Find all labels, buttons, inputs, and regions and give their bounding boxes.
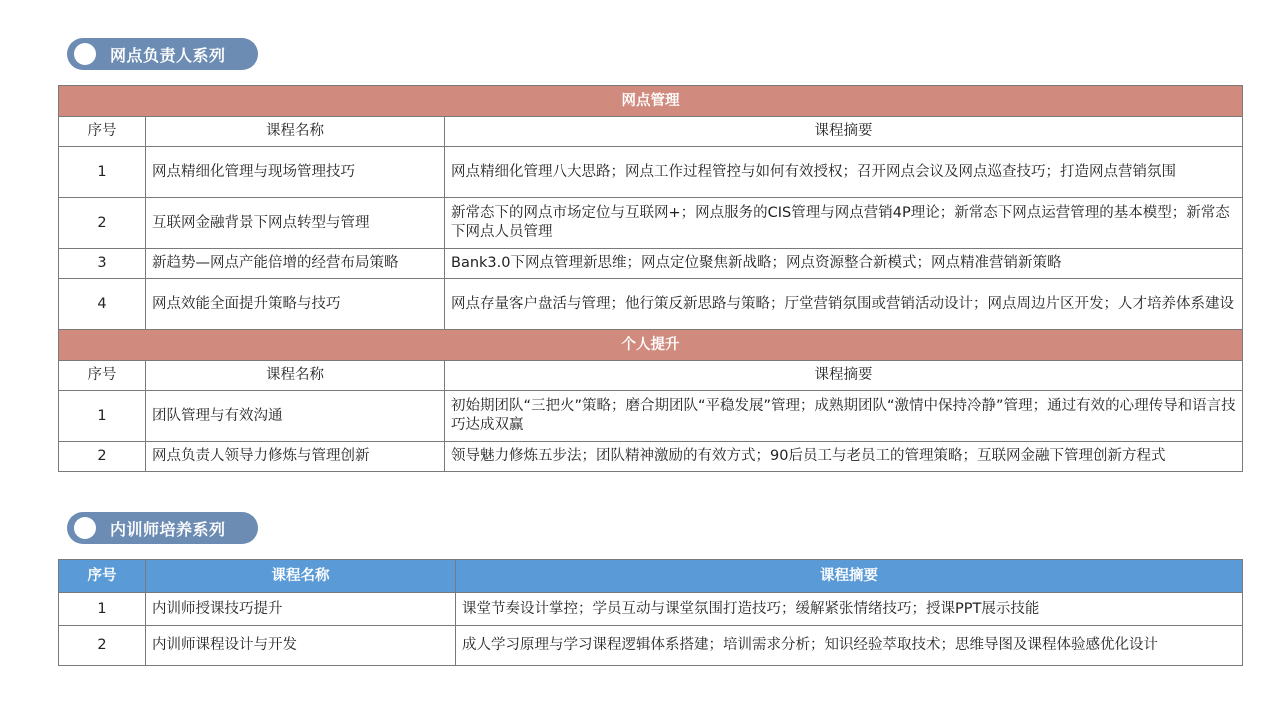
header-no: 序号	[59, 560, 146, 593]
table-row	[59, 593, 1243, 626]
column-header-row	[59, 361, 1243, 391]
header-course-name: 课程名称	[146, 361, 445, 391]
header-no: 序号	[59, 361, 146, 391]
row-course-name: 网点效能全面提升策略与技巧	[146, 279, 445, 330]
circle-icon	[74, 43, 96, 65]
header-summary: 课程摘要	[445, 361, 1243, 391]
row-course-name: 团队管理与有效沟通	[146, 391, 445, 442]
table-row	[59, 249, 1243, 279]
header-course-name: 课程名称	[146, 117, 445, 147]
section-title: 个人提升	[59, 330, 1243, 361]
row-summary: 初始期团队“三把火”策略；磨合期团队“平稳发展”管理；成熟期团队“激情中保持冷静”管理；通过有效的心理传导和语言技巧达成双赢	[445, 391, 1243, 442]
series-title-badge-1	[67, 38, 258, 70]
series-title: 内训师培养系列	[110, 519, 226, 539]
table-row	[59, 147, 1243, 198]
row-summary: 成人学习原理与学习课程逻辑体系搭建；培训需求分析；知识经验萃取技术；思维导图及课程体验感优化设计	[456, 626, 1243, 666]
header-summary: 课程摘要	[445, 117, 1243, 147]
series-title: 网点负责人系列	[110, 45, 226, 65]
row-summary: Bank3.0下网点管理新思维；网点定位聚焦新战略；网点资源整合新模式；网点精准营销新策略	[445, 249, 1243, 279]
row-no: 3	[59, 249, 146, 279]
row-no: 1	[59, 593, 146, 626]
header-no: 序号	[59, 117, 146, 147]
table-row	[59, 626, 1243, 666]
table-row	[59, 442, 1243, 472]
section-title: 网点管理	[59, 86, 1243, 117]
column-header-row	[59, 117, 1243, 147]
row-summary: 新常态下的网点市场定位与互联网+；网点服务的CIS管理与网点营销4P理论；新常态下网点运营管理的基本模型；新常态下网点人员管理	[445, 198, 1243, 249]
table-row	[59, 391, 1243, 442]
section-header-row	[59, 330, 1243, 361]
row-course-name: 互联网金融背景下网点转型与管理	[146, 198, 445, 249]
row-course-name: 网点负责人领导力修炼与管理创新	[146, 442, 445, 472]
row-no: 2	[59, 626, 146, 666]
header-summary: 课程摘要	[456, 560, 1243, 593]
row-no: 2	[59, 442, 146, 472]
header-course-name: 课程名称	[146, 560, 456, 593]
row-no: 1	[59, 147, 146, 198]
table-row	[59, 198, 1243, 249]
row-course-name: 内训师课程设计与开发	[146, 626, 456, 666]
row-no: 2	[59, 198, 146, 249]
row-summary: 网点精细化管理八大思路；网点工作过程管控与如何有效授权；召开网点会议及网点巡查技巧；打造网点营销氛围	[445, 147, 1243, 198]
row-summary: 课堂节奏设计掌控；学员互动与课堂氛围打造技巧；缓解紧张情绪技巧；授课PPT展示技能	[456, 593, 1243, 626]
course-table-branch-manager	[58, 85, 1243, 472]
row-no: 1	[59, 391, 146, 442]
row-course-name: 网点精细化管理与现场管理技巧	[146, 147, 445, 198]
row-course-name: 新趋势—网点产能倍增的经营布局策略	[146, 249, 445, 279]
table-row	[59, 279, 1243, 330]
section-header-row	[59, 86, 1243, 117]
row-summary: 领导魅力修炼五步法；团队精神激励的有效方式；90后员工与老员工的管理策略；互联网金融下管理创新方程式	[445, 442, 1243, 472]
row-no: 4	[59, 279, 146, 330]
row-summary: 网点存量客户盘活与管理；他行策反新思路与策略；厅堂营销氛围或营销活动设计；网点周边片区开发；人才培养体系建设	[445, 279, 1243, 330]
column-header-row	[59, 560, 1243, 593]
row-course-name: 内训师授课技巧提升	[146, 593, 456, 626]
series-title-badge-2	[67, 512, 258, 544]
course-table-internal-trainer	[58, 559, 1243, 666]
circle-icon	[74, 517, 96, 539]
